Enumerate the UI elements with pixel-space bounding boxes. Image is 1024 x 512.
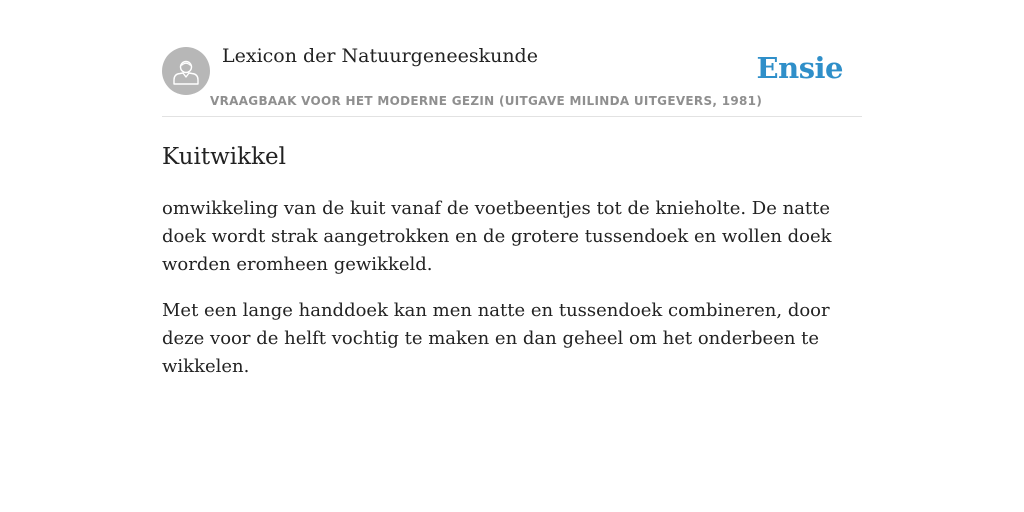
- entry-paragraph: omwikkeling van de kuit vanaf de voetbeentjes tot de knieholte. De natte doek wordt strak aangetrokken en de grotere tussendoek en wollen doek worden eromheen gewikkeld.: [162, 198, 832, 275]
- entry-card: [162, 0, 862, 381]
- author-avatar[interactable]: [162, 47, 210, 95]
- entry-body: [162, 195, 862, 381]
- user-silhouette-icon: [162, 47, 210, 95]
- entry-title: Kuitwikkel: [162, 144, 286, 170]
- author-name[interactable]: Lexicon der Natuurgeneeskunde: [222, 45, 538, 67]
- source-label: VRAAGBAAK VOOR HET MODERNE GEZIN (UITGAVE MILINDA UITGEVERS, 1981): [210, 94, 763, 108]
- brand-logo[interactable]: Ensie: [756, 51, 843, 85]
- entry-paragraph: Met een lange handdoek kan men natte en tussendoek combineren, door deze voor de helft vochtig te maken en dan geheel om het onderbeen te wikkelen.: [162, 300, 830, 377]
- entry-header: [162, 0, 862, 117]
